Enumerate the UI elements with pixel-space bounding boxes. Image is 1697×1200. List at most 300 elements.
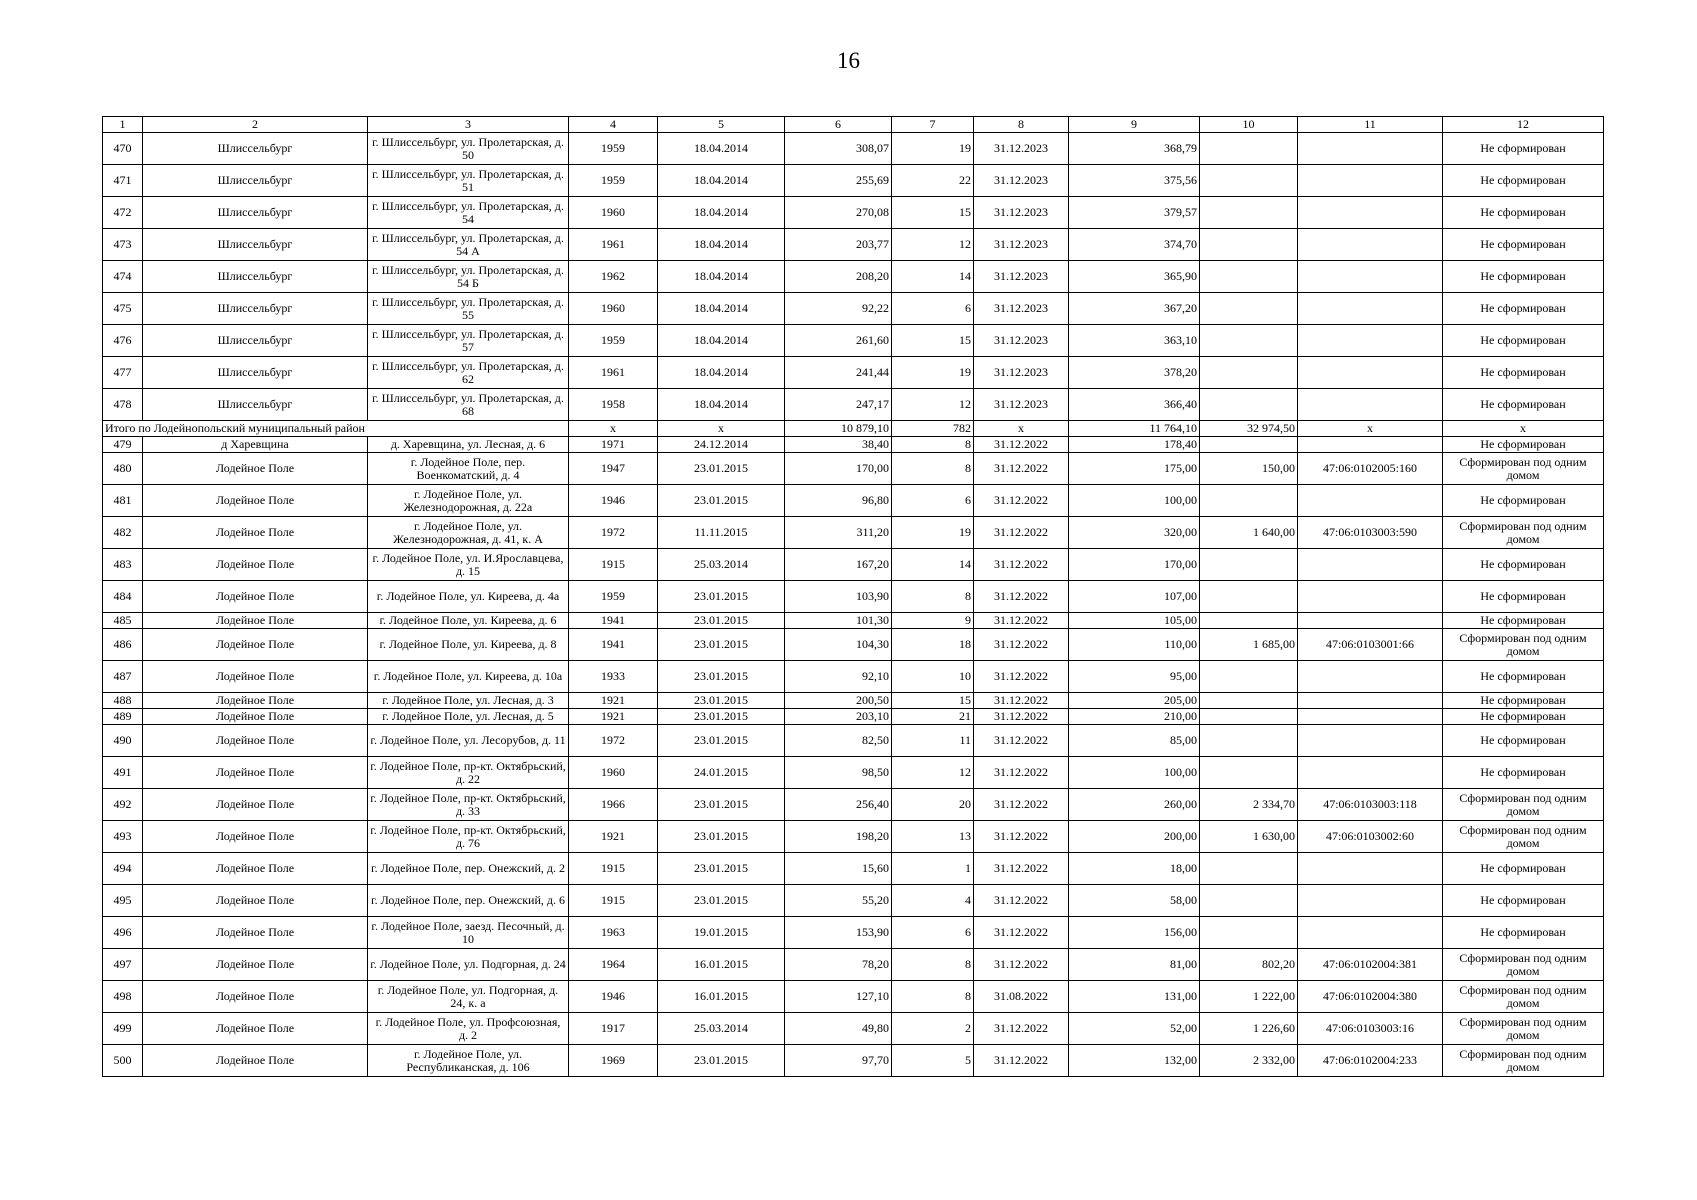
cell-row-number: 481	[103, 485, 143, 517]
cell-date: 25.03.2014	[658, 549, 785, 581]
cell-land-area: 2 334,70	[1200, 789, 1298, 821]
cell-row-number: 471	[103, 165, 143, 197]
cell-land-status: Сформирован под одним домом	[1443, 789, 1604, 821]
cell-deadline: 31.12.2022	[974, 821, 1069, 853]
cell-deadline: 31.12.2022	[974, 613, 1069, 629]
cell-settlement: Лодейное Поле	[143, 853, 368, 885]
cell-land-status: Сформирован под одним домом	[1443, 1045, 1604, 1077]
cell-date: 23.01.2015	[658, 853, 785, 885]
cell-settlement: Лодейное Поле	[143, 693, 368, 709]
cell-build-year: 1961	[569, 357, 658, 389]
cell-cadastral-number: 47:06:0103003:118	[1298, 789, 1443, 821]
table-row	[103, 1013, 1604, 1045]
cell-cadastral-number: 47:06:0103002:60	[1298, 821, 1443, 853]
cell-land-area	[1200, 693, 1298, 709]
cell-cost: 18,00	[1069, 853, 1200, 885]
column-header: 9	[1069, 117, 1200, 133]
table-row	[103, 661, 1604, 693]
table-row	[103, 517, 1604, 549]
total-deadline: x	[974, 421, 1069, 437]
cell-deadline: 31.12.2022	[974, 1045, 1069, 1077]
cell-area: 98,50	[785, 757, 892, 789]
cell-settlement: Шлиссельбург	[143, 389, 368, 421]
table-body	[103, 133, 1604, 1077]
cell-cadastral-number	[1298, 261, 1443, 293]
table-row	[103, 357, 1604, 389]
cell-cadastral-number	[1298, 325, 1443, 357]
table-row	[103, 293, 1604, 325]
total-cost: 11 764,10	[1069, 421, 1200, 437]
cell-row-number: 499	[103, 1013, 143, 1045]
cell-address: г. Лодейное Поле, ул. Железнодорожная, д. 41, к. А	[368, 517, 569, 549]
cell-cost: 131,00	[1069, 981, 1200, 1013]
cell-build-year: 1915	[569, 853, 658, 885]
cell-cadastral-number: 47:06:0103003:16	[1298, 1013, 1443, 1045]
cell-address: г. Шлиссельбург, ул. Пролетарская, д. 55	[368, 293, 569, 325]
cell-address: г. Лодейное Поле, пер. Онежский, д. 6	[368, 885, 569, 917]
cell-cost: 210,00	[1069, 709, 1200, 725]
total-cadastral-number: x	[1298, 421, 1443, 437]
cell-cadastral-number	[1298, 549, 1443, 581]
cell-cadastral-number	[1298, 661, 1443, 693]
cell-settlement: Лодейное Поле	[143, 613, 368, 629]
cell-deadline: 31.12.2023	[974, 133, 1069, 165]
cell-area: 92,10	[785, 661, 892, 693]
cell-cost: 52,00	[1069, 1013, 1200, 1045]
cell-settlement: д Харевщина	[143, 437, 368, 453]
cell-area: 203,77	[785, 229, 892, 261]
cell-area: 241,44	[785, 357, 892, 389]
cell-land-status: Сформирован под одним домом	[1443, 821, 1604, 853]
cell-area: 15,60	[785, 853, 892, 885]
cell-settlement: Лодейное Поле	[143, 517, 368, 549]
cell-build-year: 1959	[569, 581, 658, 613]
cell-build-year: 1947	[569, 453, 658, 485]
cell-deadline: 31.12.2022	[974, 453, 1069, 485]
cell-row-number: 491	[103, 757, 143, 789]
column-header: 5	[658, 117, 785, 133]
cell-area: 170,00	[785, 453, 892, 485]
cell-cost: 200,00	[1069, 821, 1200, 853]
cell-land-area	[1200, 661, 1298, 693]
cell-residents: 5	[892, 1045, 974, 1077]
cell-address: г. Шлиссельбург, ул. Пролетарская, д. 68	[368, 389, 569, 421]
cell-residents: 6	[892, 917, 974, 949]
cell-land-status: Не сформирован	[1443, 885, 1604, 917]
cell-build-year: 1960	[569, 293, 658, 325]
cell-row-number: 475	[103, 293, 143, 325]
cell-cadastral-number	[1298, 885, 1443, 917]
cell-land-area	[1200, 325, 1298, 357]
cell-build-year: 1960	[569, 197, 658, 229]
cell-deadline: 31.12.2022	[974, 709, 1069, 725]
cell-residents: 18	[892, 629, 974, 661]
table-row	[103, 853, 1604, 885]
cell-land-area	[1200, 709, 1298, 725]
cell-date: 23.01.2015	[658, 661, 785, 693]
cell-date: 24.01.2015	[658, 757, 785, 789]
cell-settlement: Лодейное Поле	[143, 581, 368, 613]
cell-land-area	[1200, 165, 1298, 197]
cell-date: 23.01.2015	[658, 613, 785, 629]
cell-land-area	[1200, 261, 1298, 293]
cell-row-number: 489	[103, 709, 143, 725]
cell-row-number: 485	[103, 613, 143, 629]
cell-deadline: 31.12.2023	[974, 197, 1069, 229]
cell-date: 23.01.2015	[658, 725, 785, 757]
cell-cost: 100,00	[1069, 757, 1200, 789]
cell-cadastral-number	[1298, 357, 1443, 389]
cell-address: г. Лодейное Поле, ул. Профсоюзная, д. 2	[368, 1013, 569, 1045]
cell-row-number: 498	[103, 981, 143, 1013]
cell-land-status: Не сформирован	[1443, 197, 1604, 229]
cell-address: г. Лодейное Поле, пр-кт. Октябрьский, д. 22	[368, 757, 569, 789]
cell-cost: 95,00	[1069, 661, 1200, 693]
cell-deadline: 31.12.2022	[974, 549, 1069, 581]
page-number: 16	[837, 48, 860, 73]
cell-address: г. Лодейное Поле, ул. Лесная, д. 5	[368, 709, 569, 725]
cell-row-number: 494	[103, 853, 143, 885]
table-row	[103, 725, 1604, 757]
cell-build-year: 1959	[569, 165, 658, 197]
cell-deadline: 31.12.2023	[974, 325, 1069, 357]
cell-row-number: 484	[103, 581, 143, 613]
cell-date: 18.04.2014	[658, 261, 785, 293]
cell-address: г. Лодейное Поле, ул. Подгорная, д. 24, к. а	[368, 981, 569, 1013]
cell-cost: 110,00	[1069, 629, 1200, 661]
cell-area: 82,50	[785, 725, 892, 757]
cell-row-number: 476	[103, 325, 143, 357]
column-header: 4	[569, 117, 658, 133]
cell-land-area	[1200, 437, 1298, 453]
cell-row-number: 483	[103, 549, 143, 581]
cell-address: г. Лодейное Поле, пер. Военкоматский, д. 4	[368, 453, 569, 485]
cell-residents: 11	[892, 725, 974, 757]
cell-row-number: 486	[103, 629, 143, 661]
cell-build-year: 1964	[569, 949, 658, 981]
cell-row-number: 470	[103, 133, 143, 165]
cell-row-number: 482	[103, 517, 143, 549]
cell-residents: 20	[892, 789, 974, 821]
cell-deadline: 31.12.2022	[974, 885, 1069, 917]
cell-build-year: 1972	[569, 725, 658, 757]
cell-area: 167,20	[785, 549, 892, 581]
cell-residents: 6	[892, 485, 974, 517]
cell-settlement: Лодейное Поле	[143, 757, 368, 789]
cell-land-area	[1200, 725, 1298, 757]
cell-cost: 178,40	[1069, 437, 1200, 453]
cell-residents: 14	[892, 549, 974, 581]
cell-cadastral-number	[1298, 693, 1443, 709]
cell-settlement: Лодейное Поле	[143, 885, 368, 917]
cell-settlement: Лодейное Поле	[143, 949, 368, 981]
cell-deadline: 31.12.2022	[974, 693, 1069, 709]
cell-address: г. Лодейное Поле, ул. Подгорная, д. 24	[368, 949, 569, 981]
table-row	[103, 949, 1604, 981]
cell-residents: 15	[892, 325, 974, 357]
table-row	[103, 197, 1604, 229]
cell-cost: 260,00	[1069, 789, 1200, 821]
cell-build-year: 1962	[569, 261, 658, 293]
cell-area: 103,90	[785, 581, 892, 613]
cell-cost: 320,00	[1069, 517, 1200, 549]
cell-date: 18.04.2014	[658, 357, 785, 389]
cell-cost: 170,00	[1069, 549, 1200, 581]
cell-address: г. Лодейное Поле, ул. Железнодорожная, д. 22а	[368, 485, 569, 517]
cell-deadline: 31.12.2022	[974, 757, 1069, 789]
cell-settlement: Шлиссельбург	[143, 293, 368, 325]
cell-cadastral-number	[1298, 917, 1443, 949]
cell-land-area	[1200, 613, 1298, 629]
cell-land-status: Не сформирован	[1443, 853, 1604, 885]
cell-land-area: 1 222,00	[1200, 981, 1298, 1013]
cell-build-year: 1958	[569, 389, 658, 421]
district-total-row	[103, 421, 1604, 437]
cell-residents: 19	[892, 133, 974, 165]
total-label: Итого по Лодейнопольский муниципальный район	[103, 421, 569, 437]
cell-land-status: Сформирован под одним домом	[1443, 453, 1604, 485]
cell-area: 198,20	[785, 821, 892, 853]
cell-cost: 205,00	[1069, 693, 1200, 709]
cell-land-status: Не сформирован	[1443, 725, 1604, 757]
cell-date: 23.01.2015	[658, 1045, 785, 1077]
cell-cadastral-number: 47:06:0103003:590	[1298, 517, 1443, 549]
cell-date: 25.03.2014	[658, 1013, 785, 1045]
cell-row-number: 500	[103, 1045, 143, 1077]
cell-residents: 19	[892, 357, 974, 389]
table-row	[103, 629, 1604, 661]
cell-residents: 8	[892, 949, 974, 981]
cell-deadline: 31.12.2022	[974, 789, 1069, 821]
cell-deadline: 31.12.2023	[974, 389, 1069, 421]
cell-cadastral-number	[1298, 133, 1443, 165]
total-build-year: x	[569, 421, 658, 437]
column-header: 6	[785, 117, 892, 133]
table-row	[103, 437, 1604, 453]
column-header: 12	[1443, 117, 1604, 133]
cell-land-area	[1200, 853, 1298, 885]
cell-land-status: Не сформирован	[1443, 325, 1604, 357]
cell-settlement: Лодейное Поле	[143, 453, 368, 485]
cell-cadastral-number	[1298, 757, 1443, 789]
cell-area: 261,60	[785, 325, 892, 357]
cell-land-area: 1 685,00	[1200, 629, 1298, 661]
housing-register-table	[102, 116, 1604, 1077]
cell-date: 19.01.2015	[658, 917, 785, 949]
cell-date: 23.01.2015	[658, 581, 785, 613]
cell-build-year: 1915	[569, 885, 658, 917]
cell-deadline: 31.12.2023	[974, 293, 1069, 325]
cell-date: 23.01.2015	[658, 709, 785, 725]
cell-cadastral-number	[1298, 197, 1443, 229]
total-land-status: x	[1443, 421, 1604, 437]
cell-row-number: 496	[103, 917, 143, 949]
cell-date: 18.04.2014	[658, 229, 785, 261]
cell-land-status: Сформирован под одним домом	[1443, 629, 1604, 661]
table-row	[103, 485, 1604, 517]
cell-residents: 8	[892, 981, 974, 1013]
cell-area: 92,22	[785, 293, 892, 325]
table-row	[103, 885, 1604, 917]
cell-land-status: Сформирован под одним домом	[1443, 1013, 1604, 1045]
cell-address: г. Лодейное Поле, ул. Киреева, д. 4а	[368, 581, 569, 613]
cell-cost: 156,00	[1069, 917, 1200, 949]
cell-land-status: Не сформирован	[1443, 693, 1604, 709]
cell-settlement: Лодейное Поле	[143, 917, 368, 949]
cell-date: 23.01.2015	[658, 629, 785, 661]
cell-cost: 363,10	[1069, 325, 1200, 357]
cell-residents: 12	[892, 389, 974, 421]
table-row	[103, 821, 1604, 853]
cell-cost: 58,00	[1069, 885, 1200, 917]
table-row	[103, 693, 1604, 709]
cell-settlement: Шлиссельбург	[143, 165, 368, 197]
cell-date: 23.01.2015	[658, 485, 785, 517]
cell-cadastral-number	[1298, 485, 1443, 517]
cell-land-status: Не сформирован	[1443, 261, 1604, 293]
cell-land-status: Не сформирован	[1443, 165, 1604, 197]
cell-deadline: 31.12.2022	[974, 437, 1069, 453]
cell-build-year: 1969	[569, 1045, 658, 1077]
cell-area: 97,70	[785, 1045, 892, 1077]
cell-address: г. Лодейное Поле, пр-кт. Октябрьский, д. 33	[368, 789, 569, 821]
table-row	[103, 581, 1604, 613]
cell-settlement: Шлиссельбург	[143, 325, 368, 357]
cell-land-area: 1 630,00	[1200, 821, 1298, 853]
cell-build-year: 1941	[569, 613, 658, 629]
cell-cost: 85,00	[1069, 725, 1200, 757]
table-row	[103, 261, 1604, 293]
cell-address: г. Лодейное Поле, ул. Республиканская, д. 106	[368, 1045, 569, 1077]
cell-settlement: Лодейное Поле	[143, 821, 368, 853]
table-row	[103, 389, 1604, 421]
table-row	[103, 757, 1604, 789]
cell-land-status: Не сформирован	[1443, 709, 1604, 725]
cell-row-number: 488	[103, 693, 143, 709]
cell-row-number: 478	[103, 389, 143, 421]
cell-cadastral-number: 47:06:0103001:66	[1298, 629, 1443, 661]
cell-land-area: 1 640,00	[1200, 517, 1298, 549]
cell-land-area: 2 332,00	[1200, 1045, 1298, 1077]
total-land-area: 32 974,50	[1200, 421, 1298, 437]
cell-cadastral-number	[1298, 613, 1443, 629]
cell-residents: 1	[892, 853, 974, 885]
cell-settlement: Лодейное Поле	[143, 629, 368, 661]
cell-residents: 8	[892, 453, 974, 485]
cell-settlement: Лодейное Поле	[143, 709, 368, 725]
table-row	[103, 453, 1604, 485]
cell-build-year: 1971	[569, 437, 658, 453]
cell-deadline: 31.12.2022	[974, 917, 1069, 949]
cell-deadline: 31.12.2023	[974, 357, 1069, 389]
cell-address: г. Лодейное Поле, заезд. Песочный, д. 10	[368, 917, 569, 949]
cell-date: 18.04.2014	[658, 293, 785, 325]
table-row	[103, 549, 1604, 581]
cell-cost: 374,70	[1069, 229, 1200, 261]
cell-cadastral-number: 47:06:0102004:381	[1298, 949, 1443, 981]
cell-area: 203,10	[785, 709, 892, 725]
cell-build-year: 1921	[569, 709, 658, 725]
cell-residents: 2	[892, 1013, 974, 1045]
column-header: 11	[1298, 117, 1443, 133]
cell-date: 18.04.2014	[658, 325, 785, 357]
cell-area: 308,07	[785, 133, 892, 165]
cell-residents: 10	[892, 661, 974, 693]
cell-cadastral-number	[1298, 229, 1443, 261]
cell-date: 18.04.2014	[658, 197, 785, 229]
cell-build-year: 1915	[569, 549, 658, 581]
cell-build-year: 1921	[569, 693, 658, 709]
cell-settlement: Лодейное Поле	[143, 485, 368, 517]
cell-deadline: 31.12.2022	[974, 949, 1069, 981]
cell-residents: 12	[892, 757, 974, 789]
cell-residents: 22	[892, 165, 974, 197]
cell-settlement: Лодейное Поле	[143, 981, 368, 1013]
cell-cadastral-number	[1298, 437, 1443, 453]
cell-residents: 14	[892, 261, 974, 293]
cell-settlement: Лодейное Поле	[143, 661, 368, 693]
cell-settlement: Лодейное Поле	[143, 1013, 368, 1045]
cell-cost: 107,00	[1069, 581, 1200, 613]
cell-area: 38,40	[785, 437, 892, 453]
cell-deadline: 31.12.2023	[974, 261, 1069, 293]
cell-area: 78,20	[785, 949, 892, 981]
table-row	[103, 133, 1604, 165]
cell-land-status: Сформирован под одним домом	[1443, 517, 1604, 549]
cell-row-number: 493	[103, 821, 143, 853]
column-header: 1	[103, 117, 143, 133]
cell-residents: 15	[892, 197, 974, 229]
cell-area: 127,10	[785, 981, 892, 1013]
cell-cadastral-number	[1298, 853, 1443, 885]
cell-date: 23.01.2015	[658, 885, 785, 917]
cell-build-year: 1946	[569, 981, 658, 1013]
cell-row-number: 497	[103, 949, 143, 981]
cell-build-year: 1972	[569, 517, 658, 549]
table-row	[103, 1045, 1604, 1077]
table-row	[103, 165, 1604, 197]
cell-cost: 379,57	[1069, 197, 1200, 229]
cell-residents: 12	[892, 229, 974, 261]
cell-date: 11.11.2015	[658, 517, 785, 549]
cell-area: 153,90	[785, 917, 892, 949]
cell-address: г. Лодейное Поле, ул. Киреева, д. 6	[368, 613, 569, 629]
cell-land-area: 1 226,60	[1200, 1013, 1298, 1045]
cell-deadline: 31.12.2022	[974, 1013, 1069, 1045]
cell-cost: 81,00	[1069, 949, 1200, 981]
cell-land-status: Сформирован под одним домом	[1443, 949, 1604, 981]
cell-address: г. Шлиссельбург, ул. Пролетарская, д. 62	[368, 357, 569, 389]
column-header: 10	[1200, 117, 1298, 133]
table-row	[103, 613, 1604, 629]
cell-residents: 4	[892, 885, 974, 917]
cell-residents: 13	[892, 821, 974, 853]
cell-area: 208,20	[785, 261, 892, 293]
cell-address: г. Лодейное Поле, ул. Киреева, д. 8	[368, 629, 569, 661]
cell-deadline: 31.12.2023	[974, 165, 1069, 197]
cell-cadastral-number	[1298, 709, 1443, 725]
cell-address: г. Шлиссельбург, ул. Пролетарская, д. 51	[368, 165, 569, 197]
cell-address: г. Лодейное Поле, пр-кт. Октябрьский, д. 76	[368, 821, 569, 853]
cell-land-area	[1200, 357, 1298, 389]
table-row	[103, 789, 1604, 821]
cell-area: 101,30	[785, 613, 892, 629]
cell-row-number: 490	[103, 725, 143, 757]
cell-address: г. Шлиссельбург, ул. Пролетарская, д. 54 Б	[368, 261, 569, 293]
cell-address: г. Лодейное Поле, ул. И.Ярославцева, д. 15	[368, 549, 569, 581]
cell-address: г. Лодейное Поле, ул. Лесорубов, д. 11	[368, 725, 569, 757]
cell-cadastral-number	[1298, 293, 1443, 325]
